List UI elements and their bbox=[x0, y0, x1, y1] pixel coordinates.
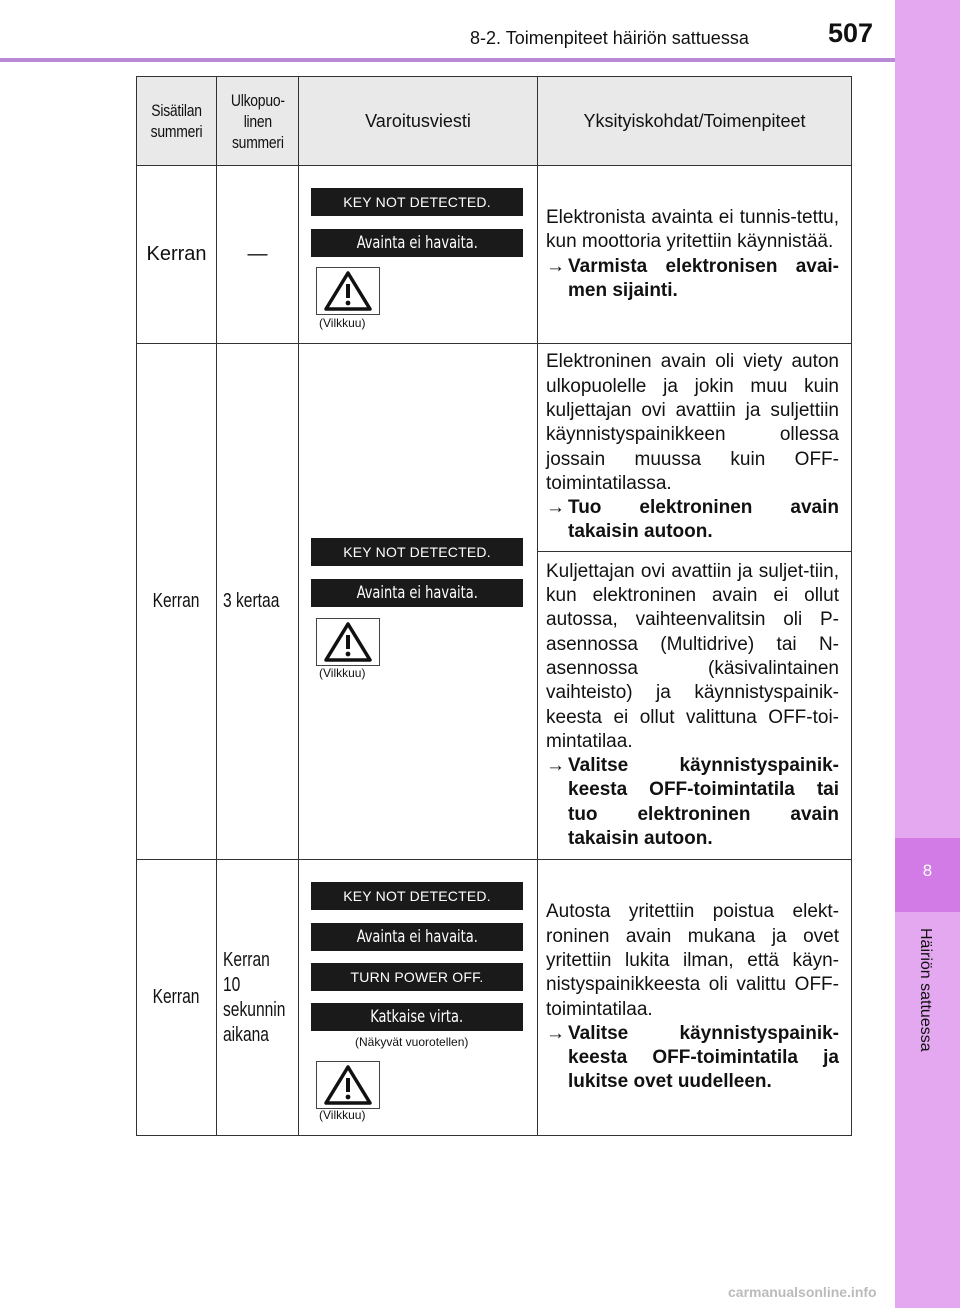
row2-exterior: 3 kertaa bbox=[217, 344, 299, 860]
details-text: Elektroninen avain oli viety auton ulkopuolelle ja jokin muu kuin kuljettajan ovi avattiin ja suljettiin käynnistyspainikkeen ollessa jossain muussa kuin OFF-toimintatilassa. bbox=[546, 351, 839, 494]
action-item: → Tuo elektroninen avain takaisin autoon. bbox=[546, 496, 839, 545]
msg-avainta-ei-havaita: Avainta ei havaita. bbox=[311, 579, 523, 607]
row3-message bbox=[299, 860, 538, 1136]
warning-triangle-icon bbox=[316, 267, 380, 315]
header-rule bbox=[0, 58, 895, 62]
row1-message bbox=[299, 166, 538, 344]
warning-triangle-icon bbox=[316, 1061, 380, 1109]
msg-key-not-detected: KEY NOT DETECTED. bbox=[311, 882, 523, 910]
msg-turn-power-off: TURN POWER OFF. bbox=[311, 963, 523, 991]
row2a-details bbox=[538, 344, 852, 552]
arrow-icon: → bbox=[546, 755, 565, 777]
row1-exterior: — bbox=[217, 166, 299, 344]
msg-avainta-ei-havaita: Avainta ei havaita. bbox=[311, 229, 523, 257]
table-row bbox=[137, 166, 852, 344]
row1-details bbox=[538, 166, 852, 344]
side-tab-number: 8 bbox=[922, 861, 933, 880]
row3-exterior: Kerran 10 sekunnin aikana bbox=[217, 860, 299, 1136]
caption-alternating: (Näkyvät vuorotellen) bbox=[355, 1035, 469, 1049]
row2b-details bbox=[538, 552, 852, 860]
row3-details bbox=[538, 860, 852, 1136]
action-item: → Valitse käynnistyspainik-keesta OFF-toimintatila ja lukitse ovet uudelleen. bbox=[546, 1022, 839, 1095]
arrow-icon: → bbox=[546, 255, 565, 277]
header-exterior-buzzer: Ulkopuo- linen summeri bbox=[217, 77, 299, 166]
header-details: Yksityiskohdat/Toimenpiteet bbox=[538, 77, 852, 166]
row2-message bbox=[299, 344, 538, 860]
msg-key-not-detected: KEY NOT DETECTED. bbox=[311, 538, 523, 566]
row2-interior: Kerran bbox=[137, 344, 217, 860]
arrow-icon: → bbox=[546, 1022, 565, 1044]
details-text: Autosta yritettiin poistua elekt-roninen avain mukana ja ovet yritettiin lukita ilman, että käyn-nistyspainikkeesta oli valittu OFF-toimintatilaa. bbox=[546, 901, 839, 1020]
caption-blinks: (Vilkkuu) bbox=[319, 665, 366, 680]
action-item: → Valitse käynnistyspainik-keesta OFF-toimintatila tai tuo elektroninen avain takaisin autoon. bbox=[546, 754, 839, 851]
table-row bbox=[137, 344, 852, 552]
details-text: Elektronista avainta ei tunnis-tettu, kun moottoria yritettiin käynnistää. bbox=[546, 206, 839, 253]
msg-key-not-detected: KEY NOT DETECTED. bbox=[311, 188, 523, 216]
header-warning-message: Varoitusviesti bbox=[299, 77, 538, 166]
side-tab bbox=[895, 0, 960, 1308]
header-interior-buzzer: Sisätilan summeri bbox=[137, 77, 217, 166]
row1-interior: Kerran bbox=[137, 166, 217, 344]
action-item: → Varmista elektronisen avai-men sijainti. bbox=[546, 255, 839, 304]
table-row bbox=[137, 860, 852, 1136]
row3-interior: Kerran bbox=[137, 860, 217, 1136]
side-tab-label: Häiriön sattuessa bbox=[917, 928, 934, 1052]
warning-table bbox=[136, 76, 852, 1136]
caption-blinks: (Vilkkuu) bbox=[319, 316, 366, 330]
section-title: 8-2. Toimenpiteet häiriön sattuessa bbox=[470, 28, 749, 48]
caption-blinks: (Vilkkuu) bbox=[319, 1108, 366, 1122]
warning-triangle-icon bbox=[316, 618, 380, 666]
arrow-icon: → bbox=[546, 497, 565, 519]
table-header-row bbox=[137, 77, 852, 166]
details-text: Kuljettajan ovi avattiin ja suljet-tiin, kun elektroninen avain ei ollut autossa, vaihteenvalitsin oli P-asennossa (Multidrive) tai N-asennossa (käsivalintainen vaihteisto) ja käynnistyspainik-keesta ei ollut valittuna OFF-toi-mintatilaa. bbox=[546, 560, 839, 752]
msg-avainta-ei-havaita: Avainta ei havaita. bbox=[311, 923, 523, 951]
page-number: 507 bbox=[828, 18, 874, 48]
watermark: carmanualsonline.info bbox=[728, 1284, 877, 1300]
msg-katkaise-virta: Katkaise virta. bbox=[311, 1003, 523, 1031]
